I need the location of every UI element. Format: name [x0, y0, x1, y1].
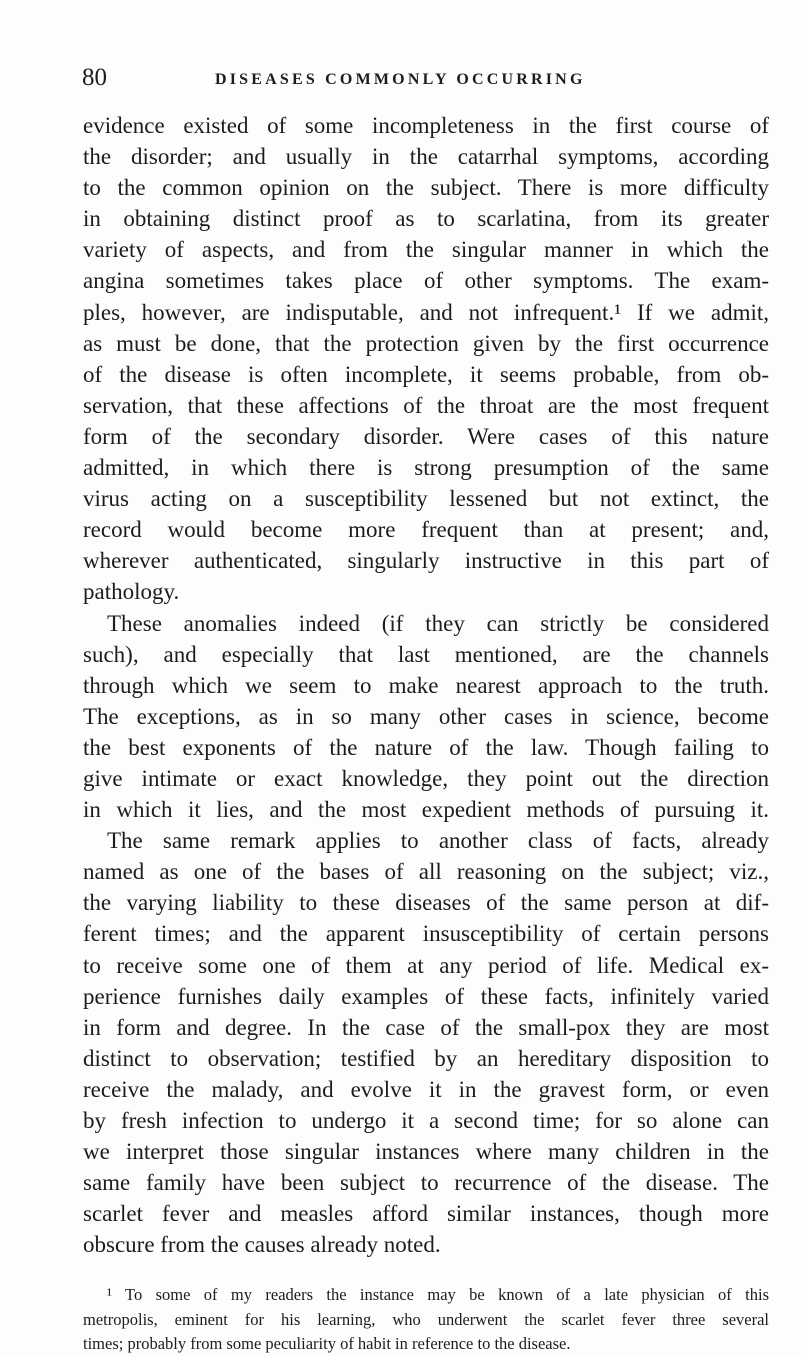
text-line: admitted, in which there is strong presumption of the same [83, 455, 769, 481]
text-line: by fresh infection to undergo it a second time; for so alone can [83, 1108, 769, 1133]
text-line: angina sometimes takes place of other symptoms. The exam- [83, 268, 769, 294]
text-line: ples, however, are indisputable, and not infrequent.¹ If we admit, [83, 299, 769, 325]
text-line: give intimate or exact knowledge, they point out the direction [83, 765, 769, 791]
text-line: ferent times; and the apparent insusceptibility of certain persons [83, 921, 769, 947]
text-line: variety of aspects, and from the singular manner in which the [83, 237, 769, 263]
text-line: wherever authenticated, singularly instructive in this part of [83, 548, 769, 574]
text-line: record would become more frequent than at present; and, [83, 517, 769, 543]
text-line: obscure from the causes already noted. [83, 1232, 441, 1258]
text-line: we interpret those singular instances where many children in the [83, 1139, 769, 1165]
text-line: through which we seem to make nearest approach to the truth. [83, 672, 769, 698]
text-line: such), and especially that last mentioned, are the channels [83, 641, 769, 667]
text-line: to receive some one of them at any period of life. Medical ex- [83, 952, 769, 978]
text-line: distinct to observation; testified by an hereditary disposition to [83, 1045, 769, 1071]
text-line: same family have been subject to recurrence of the disease. The [83, 1170, 769, 1196]
text-line: to the common opinion on the subject. There is more difficulty [83, 175, 769, 201]
text-line: pathology. [83, 579, 180, 605]
footnote-line: times; probably from some peculiarity of habit in reference to the disease. [83, 1334, 571, 1353]
text-line: the varying liability to these diseases of the same person at dif- [83, 890, 769, 916]
text-line: of the disease is often incomplete, it seems probable, from ob- [83, 361, 769, 387]
text-line: virus acting on a susceptibility lessened but not extinct, the [83, 486, 769, 512]
text-line: in obtaining distinct proof as to scarlatina, from its greater [83, 206, 769, 232]
text-line: The exceptions, as in so many other cases in science, become [83, 703, 769, 729]
text-line: These anomalies indeed (if they can strictly be considered [107, 610, 769, 636]
text-line: perience furnishes daily examples of these facts, infinitely varied [83, 983, 769, 1009]
footnote-line: metropolis, eminent for his learning, who underwent the scarlet fever three several [83, 1309, 769, 1329]
footnote [83, 1283, 769, 1357]
text-line: servation, that these affections of the throat are the most frequent [83, 392, 769, 418]
running-title: DISEASES COMMONLY OCCURRING [215, 71, 586, 88]
text-line: named as one of the bases of all reasoning on the subject; viz., [83, 859, 769, 885]
text-line: the disorder; and usually in the catarrhal symptoms, according [83, 144, 769, 170]
text-line: form of the secondary disorder. Were cases of this nature [83, 423, 769, 449]
text-line: the best exponents of the nature of the law. Though failing to [83, 734, 769, 760]
text-line: in form and degree. In the case of the small-pox they are most [83, 1014, 769, 1040]
text-line: evidence existed of some incompleteness in the first course of [83, 113, 769, 138]
text-line: receive the malady, and evolve it in the gravest form, or even [83, 1076, 769, 1102]
body-text [83, 110, 769, 1260]
text-line: scarlet fever and measles afford similar instances, though more [83, 1201, 769, 1227]
footnote-line: ¹ To some of my readers the instance may be known of a late physician of this [107, 1285, 769, 1304]
text-line: The same remark applies to another class of facts, already [107, 828, 769, 854]
text-line: as must be done, that the protection given by the first occurrence [83, 330, 769, 356]
page-number: 80 [82, 64, 107, 91]
text-line: in which it lies, and the most expedient methods of pursuing it. [83, 797, 769, 823]
